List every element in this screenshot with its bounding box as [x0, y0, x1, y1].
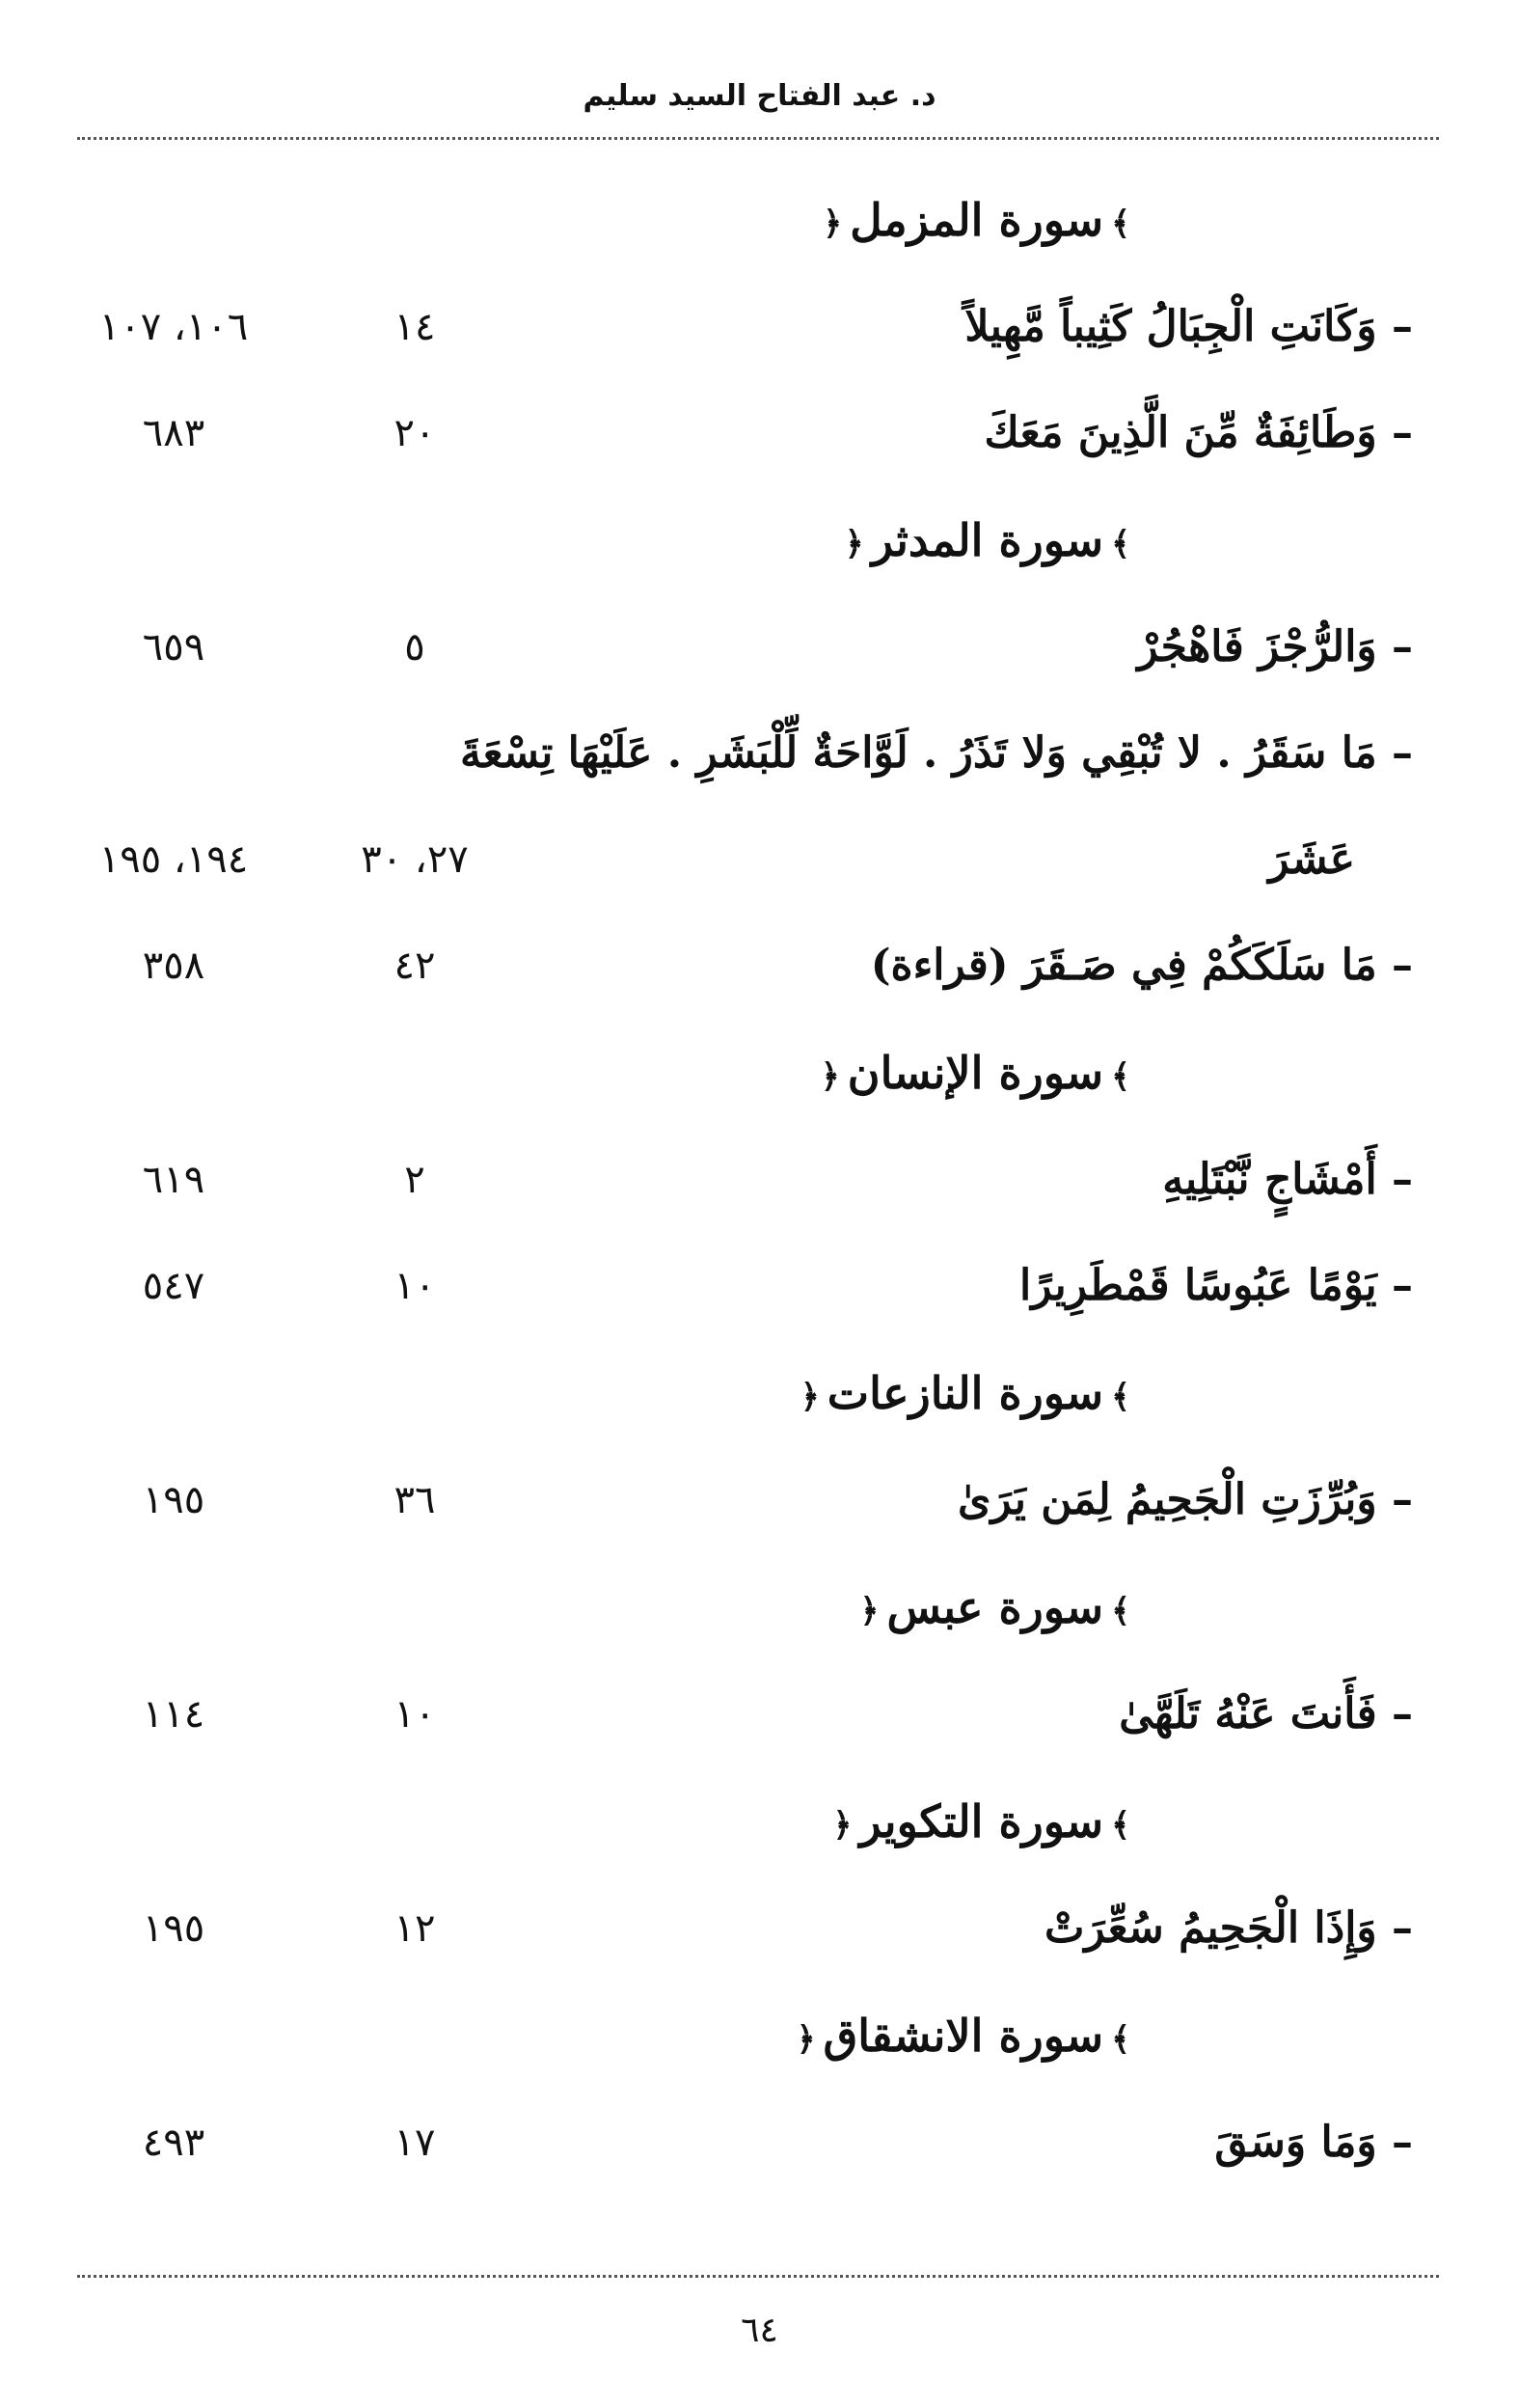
verse-text: – وَكَانَتِ الْجِبَالُ كَثِيباً مَّهِيلاً — [964, 302, 1413, 351]
surah-heading — [68, 166, 1413, 274]
running-head: د. عبد الفتاح السيد سليم — [583, 79, 936, 113]
ayah-number: ٣٦ — [393, 1478, 436, 1522]
page-reference: ٦١٩ — [142, 1158, 205, 1202]
page-reference: ١٩٤، ١٩٥ — [98, 837, 249, 882]
surah-title: سورة النازعات — [827, 1367, 1104, 1419]
floral-bracket-open-icon: ﴿ — [800, 1378, 820, 1416]
index-row — [68, 700, 1413, 807]
floral-bracket-close-icon: ﴾ — [1111, 525, 1130, 563]
verse-text: – أَمْشَاجٍ نَّبْتَلِيهِ — [1162, 1155, 1413, 1204]
surah-heading — [68, 1767, 1413, 1875]
header-rule — [77, 137, 1439, 140]
floral-bracket-close-icon: ﴾ — [1111, 1057, 1130, 1096]
index-row — [68, 594, 1413, 700]
page-reference: ٦٥٩ — [142, 625, 205, 670]
index-row — [68, 1875, 1413, 1982]
verse-text: – وَبُرِّزَتِ الْجَحِيمُ لِمَن يَرَىٰ — [957, 1475, 1413, 1524]
surah-title: سورة الانشقاق — [823, 2010, 1104, 2062]
floral-bracket-close-icon: ﴾ — [1111, 1806, 1130, 1845]
index-row — [68, 1661, 1413, 1767]
surah-title: سورة المدثر — [871, 514, 1104, 566]
ayah-number: ١٠ — [393, 1692, 436, 1737]
verse-text: – وَالرُّجْزَ فَاهْجُرْ — [1137, 622, 1413, 671]
surah-title: سورة التكوير — [859, 1795, 1104, 1847]
floral-bracket-open-icon: ﴿ — [832, 1806, 853, 1845]
surah-title: سورة عبس — [886, 1581, 1104, 1633]
page-number: ٦٤ — [741, 2311, 778, 2350]
verse-text: – مَا سَلَكَكُمْ فِي صَـقَرَ (قراءة) — [870, 941, 1413, 990]
verse-text: – وَطَائِفَةٌ مِّنَ الَّذِينَ مَعَكَ — [984, 408, 1413, 457]
index-row — [68, 807, 1413, 913]
floral-bracket-close-icon: ﴾ — [1111, 1592, 1130, 1630]
page-reference: ٦٨٣ — [142, 411, 205, 455]
verse-text: عَشَرَ — [1268, 835, 1355, 884]
ayah-number — [280, 700, 550, 807]
floral-bracket-open-icon: ﴿ — [823, 205, 843, 243]
page-reference: ١١٤ — [142, 1692, 205, 1737]
ayah-number: ١٧ — [393, 2121, 436, 2165]
verse-text: – وَإِذَا الْجَحِيمُ سُعِّرَتْ — [1044, 1903, 1413, 1953]
verse-index — [68, 166, 1413, 2196]
footer-rule — [77, 2275, 1439, 2278]
index-row — [68, 1233, 1413, 1339]
ayah-number: ٢ — [404, 1158, 425, 1202]
ayah-number: ٤٢ — [393, 944, 436, 988]
page-reference: ٥٤٧ — [142, 1264, 205, 1308]
surah-heading — [68, 1339, 1413, 1447]
verse-text: – فَأَنتَ عَنْهُ تَلَهَّىٰ — [1119, 1689, 1413, 1738]
page-reference — [68, 700, 280, 807]
ayah-number: ٢٧، ٣٠ — [361, 837, 469, 882]
floral-bracket-close-icon: ﴾ — [1111, 1378, 1130, 1416]
ayah-number: ٢٠ — [393, 411, 436, 455]
surah-title: سورة المزمل — [850, 194, 1104, 246]
ayah-number: ٥ — [404, 625, 425, 670]
surah-heading — [68, 1553, 1413, 1661]
surah-heading — [68, 1019, 1413, 1127]
page-reference: ١٠٦، ١٠٧ — [98, 305, 249, 349]
floral-bracket-open-icon: ﴿ — [820, 1057, 840, 1096]
index-row — [68, 380, 1413, 486]
index-row — [68, 2090, 1413, 2196]
floral-bracket-open-icon: ﴿ — [796, 2020, 816, 2059]
ayah-number: ١٤ — [393, 305, 436, 349]
verse-text: – مَا سَقَرُ . لا تُبْقِي وَلا تَذَرُ . لَوَّاحَةٌ لِّلْبَشَرِ . عَلَيْهَا تِسْعَةَ — [460, 728, 1413, 778]
surah-title: سورة الإنسان — [847, 1047, 1104, 1099]
floral-bracket-open-icon: ﴿ — [844, 525, 864, 563]
index-row — [68, 1447, 1413, 1553]
page-reference: ١٩٥ — [142, 1478, 205, 1522]
index-row — [68, 274, 1413, 380]
verse-text: – وَمَا وَسَقَ — [1214, 2118, 1413, 2167]
page-reference: ١٩٥ — [142, 1906, 205, 1951]
surah-heading — [68, 1982, 1413, 2090]
page-reference: ٤٩٣ — [142, 2121, 205, 2165]
floral-bracket-close-icon: ﴾ — [1111, 2020, 1130, 2059]
page-reference: ٣٥٨ — [142, 944, 205, 988]
verse-text: – يَوْمًا عَبُوسًا قَمْطَرِيرًا — [1018, 1261, 1413, 1310]
floral-bracket-open-icon: ﴿ — [859, 1592, 880, 1630]
ayah-number: ١٠ — [393, 1264, 436, 1308]
ayah-number: ١٢ — [393, 1906, 436, 1951]
index-row — [68, 1127, 1413, 1233]
surah-heading — [68, 486, 1413, 594]
floral-bracket-close-icon: ﴾ — [1111, 205, 1130, 243]
index-row — [68, 913, 1413, 1019]
